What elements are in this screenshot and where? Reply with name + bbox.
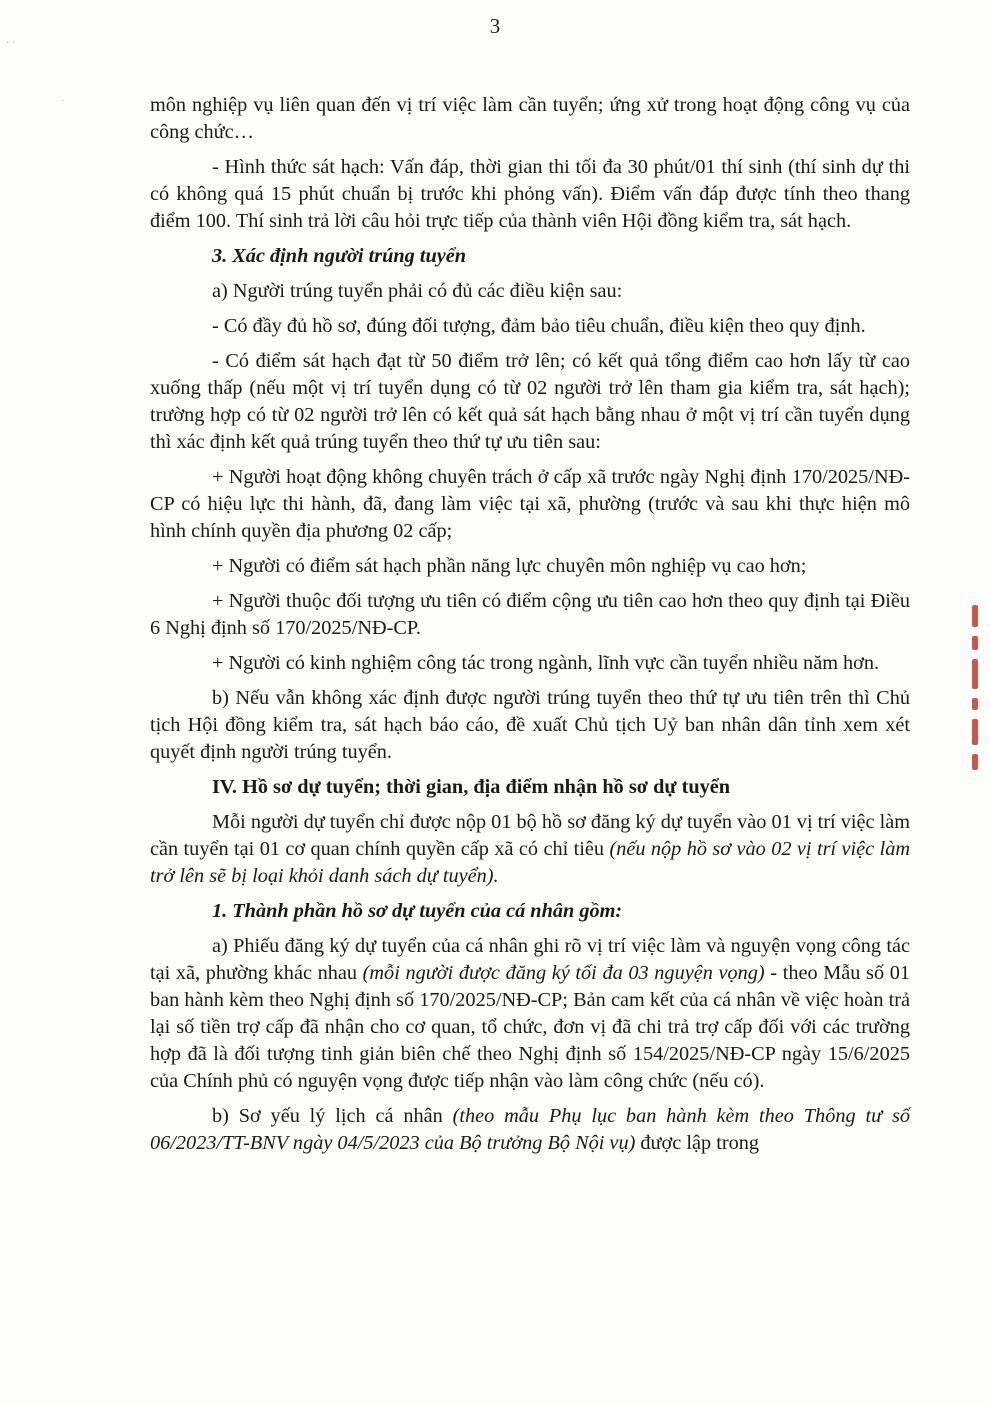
paragraph-text: - theo Mẫu số 01 ban hành kèm theo Nghị định số 170/2025/NĐ-CP; Bản cam kết của cá nhân về việc hoàn trả lại số tiền trợ cấp đã nhận cho cơ quan, tổ chức, đơn vị đã chi trả trợ cấp đối với các trường hợp đã là đối tượng tinh giản biên chế theo Nghị định số 154/2025/NĐ-CP ngày 15/6/2025 của Chính phủ có nguyện vọng được tiếp nhận vào làm công chức (nếu có).	[150, 962, 911, 1092]
red-stamp-mark	[963, 605, 987, 770]
section-heading: 3. Xác định người trúng tuyển	[212, 245, 467, 267]
scan-speck: ·	[62, 96, 66, 107]
section-heading: 1. Thành phần hồ sơ dự tuyển của cá nhân gồm:	[212, 900, 623, 922]
paragraph	[150, 809, 910, 890]
list-item: + Người có điểm sát hạch phần năng lực chuyên môn nghiệp vụ cao hơn;	[212, 555, 807, 577]
paragraph	[150, 933, 910, 1095]
page-number: 3	[489, 14, 501, 38]
paragraph: - Có điểm sát hạch đạt từ 50 điểm trở lên; có kết quả tổng điểm cao hơn lấy từ cao xuống thấp (nếu một vị trí tuyển dụng có từ 02 người trở lên tham gia kiểm tra, sát hạch); trường hợp có từ 02 người trở lên có kết quả sát hạch bằng nhau ở một vị trí cần tuyển dụng thì xác định kết quả trúng tuyển theo thứ tự ưu tiên sau:	[150, 350, 910, 453]
paragraph-text: được lập trong	[635, 1132, 760, 1154]
paragraph: - Hình thức sát hạch: Vấn đáp, thời gian thi tối đa 30 phút/01 thí sinh (thí sinh dự thi có không quá 15 phút chuẩn bị trước khi phỏng vấn). Điểm vấn đáp được tính theo thang điểm 100. Thí sinh trả lời câu hỏi trực tiếp của thành viên Hội đồng kiểm tra, sát hạch.	[150, 156, 910, 232]
document-body	[150, 92, 910, 1165]
chapter-heading: IV. Hồ sơ dự tuyển; thời gian, địa điểm nhận hồ sơ dự tuyển	[212, 776, 731, 798]
list-item: + Người hoạt động không chuyên trách ở cấp xã trước ngày Nghị định 170/2025/NĐ-CP có hiệu lực thi hành, đã, đang làm việc tại xã, phường (trước và sau khi thực hiện mô hình chính quyền địa phương 02 cấp;	[150, 466, 910, 542]
list-item: + Người có kinh nghiệm công tác trong ngành, lĩnh vực cần tuyển nhiều năm hơn.	[212, 652, 880, 674]
paragraph: b) Nếu vẫn không xác định được người trúng tuyển theo thứ tự ưu tiên trên thì Chủ tịch Hội đồng kiểm tra, sát hạch báo cáo, đề xuất Chủ tịch Uỷ ban nhân dân tỉnh xem xét quyết định người trúng tuyển.	[150, 687, 910, 763]
scan-speck: · ·	[6, 38, 16, 49]
paragraph	[150, 1103, 910, 1157]
paragraph-note: (theo mẫu Phụ lục ban hành kèm theo Thông tư số 06/2023/TT-BNV ngày 04/5/2023 của Bộ trưởng Bộ Nội vụ)	[150, 1105, 910, 1154]
paragraph-text: a) Phiếu đăng ký dự tuyển của cá nhân ghi rõ vị trí việc làm và nguyện vọng công tác tại xã, phường khác nhau	[150, 935, 910, 984]
paragraph-note: (mỗi người được đăng ký tối đa 03 nguyện vọng)	[362, 962, 765, 984]
paragraph: môn nghiệp vụ liên quan đến vị trí việc làm cần tuyển; ứng xử trong hoạt động công vụ của công chức…	[150, 94, 910, 143]
paragraph-text: b) Sơ yếu lý lịch cá nhân	[212, 1105, 453, 1127]
paragraph: a) Người trúng tuyển phải có đủ các điều kiện sau:	[212, 280, 623, 302]
paragraph-text: Mỗi người dự tuyển chỉ được nộp 01 bộ hồ sơ đăng ký dự tuyển vào 01 vị trí việc làm cần tuyển tại 01 cơ quan chính quyền cấp xã có chỉ tiêu	[150, 811, 911, 860]
paragraph-note: (nếu nộp hồ sơ vào 02 vị trí việc làm trở lên sẽ bị loại khỏi danh sách dự tuyển).	[150, 838, 911, 887]
list-item: + Người thuộc đối tượng ưu tiên có điểm cộng ưu tiên cao hơn theo quy định tại Điều 6 Nghị định số 170/2025/NĐ-CP.	[150, 590, 910, 639]
paragraph: - Có đầy đủ hồ sơ, đúng đối tượng, đảm bảo tiêu chuẩn, điều kiện theo quy định.	[212, 315, 866, 337]
